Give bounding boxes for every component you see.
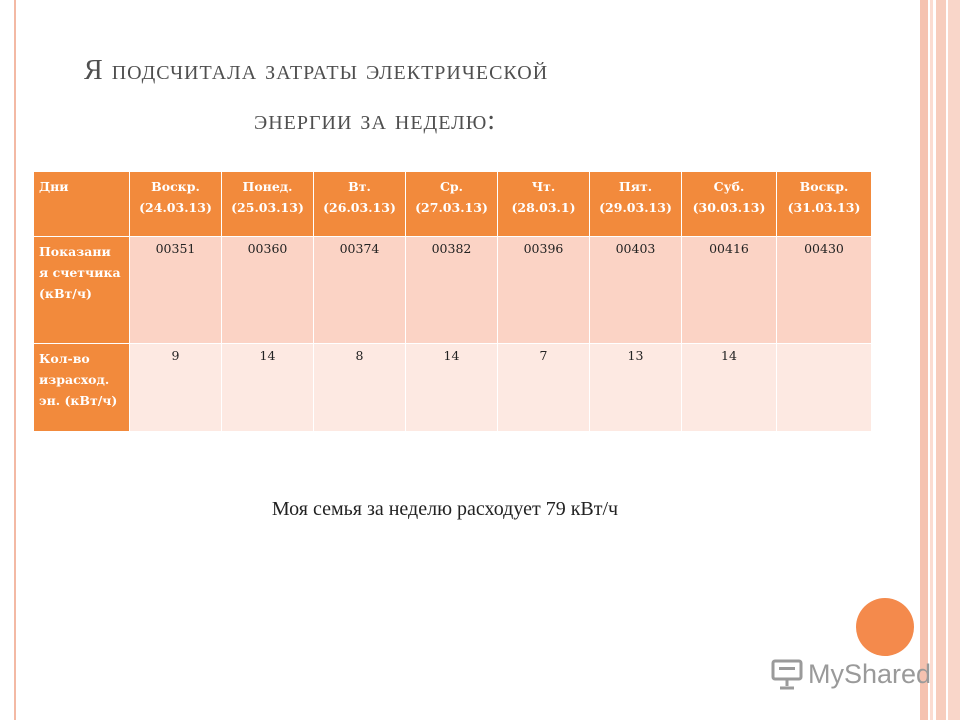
table-cell: 7 [498, 344, 590, 432]
table-cell: 13 [590, 344, 682, 432]
table-row [34, 344, 872, 432]
table-cell [777, 344, 872, 432]
presentation-board-icon [770, 657, 804, 691]
header-cell: Воскр. (24.03.13) [130, 172, 222, 237]
table-cell: 9 [130, 344, 222, 432]
slide-title [84, 46, 864, 146]
table-header-row [34, 172, 872, 237]
table-row [34, 237, 872, 344]
title-line-2: энергии за неделю: [254, 105, 497, 136]
table-cell: 00360 [222, 237, 314, 344]
row-label: Кол-во израсход. эн. (кВт/ч) [34, 344, 130, 432]
decor-circle [856, 598, 914, 656]
watermark [770, 656, 931, 692]
header-cell: Дни [34, 172, 130, 237]
header-cell: Воскр. (31.03.13) [777, 172, 872, 237]
header-cell: Вт. (26.03.13) [314, 172, 406, 237]
header-cell: Ср. (27.03.13) [406, 172, 498, 237]
header-cell: Понед. (25.03.13) [222, 172, 314, 237]
table-cell: 00382 [406, 237, 498, 344]
table-cell: 14 [406, 344, 498, 432]
title-first-letter: Я [84, 55, 104, 86]
summary-caption: Моя семья за неделю расходует 79 кВт/ч [271, 498, 619, 520]
table-cell: 00430 [777, 237, 872, 344]
table-cell: 00374 [314, 237, 406, 344]
row-label: Показани я счетчика (кВт/ч) [34, 237, 130, 344]
table-cell: 14 [222, 344, 314, 432]
table-cell: 00416 [682, 237, 777, 344]
table-cell: 00396 [498, 237, 590, 344]
title-line-1: подсчитала затраты электрической [103, 55, 549, 86]
header-cell: Суб. (30.03.13) [682, 172, 777, 237]
table-cell: 00351 [130, 237, 222, 344]
energy-table [33, 171, 872, 432]
table-cell: 00403 [590, 237, 682, 344]
table-cell: 14 [682, 344, 777, 432]
header-cell: Пят. (29.03.13) [590, 172, 682, 237]
table-cell: 8 [314, 344, 406, 432]
header-cell: Чт. (28.03.1) [498, 172, 590, 237]
watermark-text: MyShared [808, 658, 932, 689]
